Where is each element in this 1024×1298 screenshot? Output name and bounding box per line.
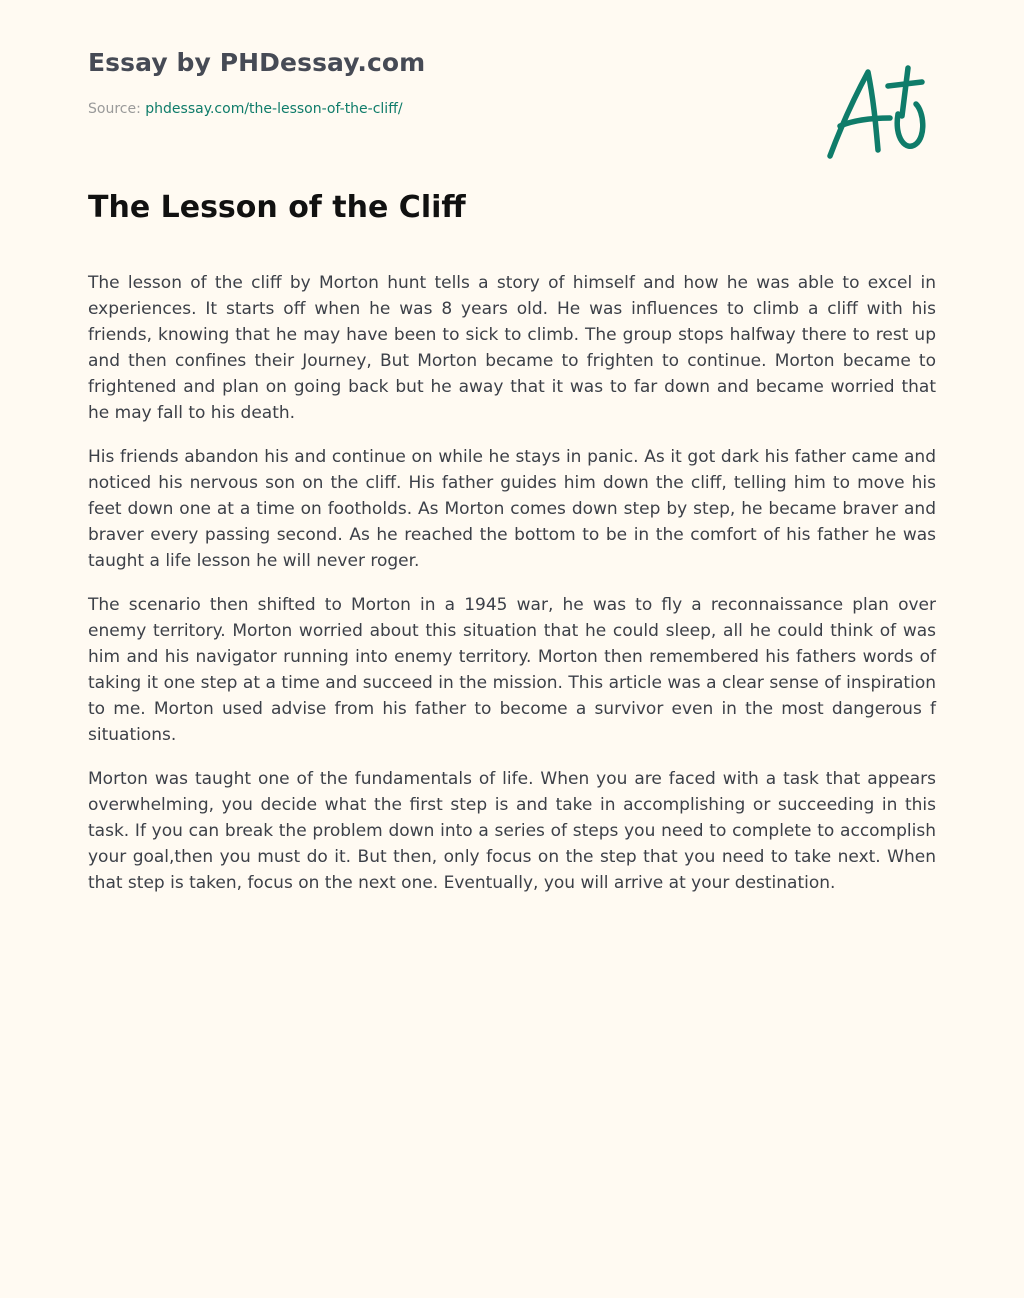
- source-link[interactable]: phdessay.com/the-lesson-of-the-cliff/: [145, 101, 403, 117]
- essay-body: [88, 270, 936, 914]
- essay-paragraph: Morton was taught one of the fundamentals of life. When you are faced with a task that appears overwhelming, you decide what the first step is and take in accomplishing or succeeding in this task. If you can break the problem down into a series of steps you need to complete to accomplish your goal,then you must do it. But then, only focus on the step that you need to take next. When that step is taken, focus on the next one. Eventually, you will arrive at your destination.: [88, 769, 936, 893]
- essay-title: The Lesson of the Cliff: [88, 190, 466, 225]
- essay-paragraph: His friends abandon his and continue on while he stays in panic. As it got dark his father came and noticed his nervous son on the cliff. His father guides him down the cliff, telling him to move his feet down one at a time on footholds. As Morton comes down step by step, he became braver and braver every passing second. As he reached the bottom to be in the comfort of his father he was taught a life lesson he will never roger.: [88, 447, 936, 571]
- source-label: Source:: [88, 101, 141, 117]
- a-plus-grade-icon: [820, 62, 932, 162]
- essay-paragraph: The scenario then shifted to Morton in a 1945 war, he was to fly a reconnaissance plan over enemy territory. Morton worried about this situation that he could sleep, all he could think of was him and his navigator running into enemy territory. Morton then remembered his fathers words of taking it one step at a time and succeed in the mission. This article was a clear sense of inspiration to me. Morton used advise from his father to become a survivor even in the most dangerous f situations.: [88, 595, 936, 745]
- essay-paragraph: The lesson of the cliff by Morton hunt tells a story of himself and how he was able to excel in experiences. It starts off when he was 8 years old. He was influences to climb a cliff with his friends, knowing that he may have been to sick to climb. The group stops halfway there to rest up and then confines their Journey, But Morton became to frighten to continue. Morton became to frightened and plan on going back but he away that it was to far down and became worried that he may fall to his death.: [88, 273, 936, 423]
- source-line: [88, 101, 403, 117]
- site-brand-title: Essay by PHDessay.com: [88, 48, 426, 77]
